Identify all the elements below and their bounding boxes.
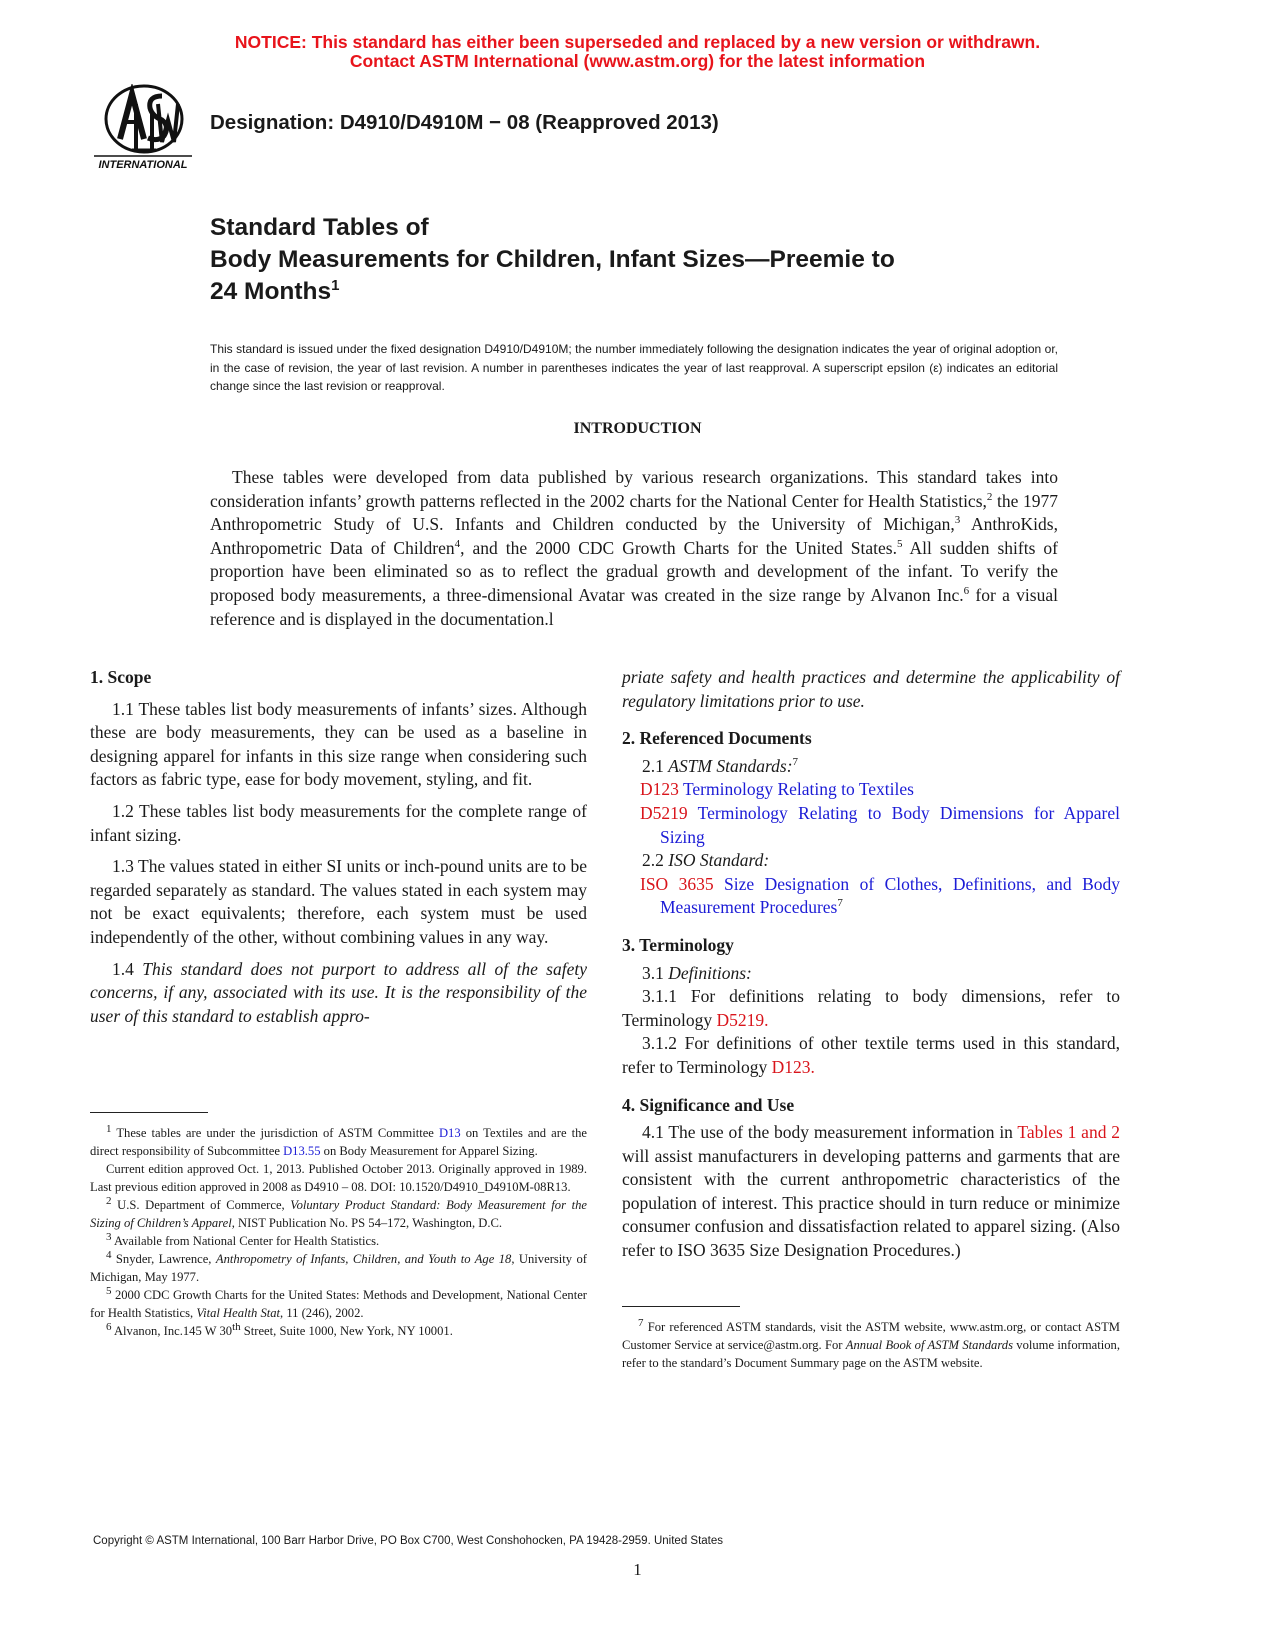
introduction-paragraph: These tables were developed from data published by various research organizations. This standard takes into consideration infants’ growth patterns reflected in the 2002 charts for the National Center for Health Statistics,$^2$ the 1977 Anthropometric Study of U.S. Infants and Children conducted by the University of Michigan,$^3$ AnthroKids, Anthropometric Data of Children$^4$, and the 2000 CDC Growth Charts for the United States.$^5$ All sudden shifts of proportion have been eliminated so as to reflect the gradual growth and development of the infant. To verify the proposed body measurements, a three-dimensional Avatar was created in the size range by Alvanon Inc.$^6$ for a visual reference and is displayed in the documentation.l — [210, 467, 1058, 629]
footnotes-right — [622, 1318, 1120, 1372]
paragraph-3-1-2: 3.1.2 For definitions of other textile terms used in this standard, refer to Terminology D123. — [622, 1033, 1120, 1077]
footnote-ref[interactable]: 6 — [963, 585, 970, 598]
page-title — [210, 212, 1110, 308]
paragraph-4-1: 4.1 The use of the body measurement information in Tables 1 and 2 will assist manufacturers in developing patterns and garments that are consistent with the current anthropometric characteristics of the population of interest. This practice should in turn reduce or minimize consumer confusion and dissatisfaction related to apparel sizing. (Also refer to ISO 3635 Size Designation Procedures.) — [622, 1122, 1120, 1261]
issued-note: This standard is issued under the fixed designation D4910/D4910M; the number immediately following the designation indicates the year of original adoption or, in the case of revision, the year of last revision. A number in parentheses indicates the year of last reapproval. A superscript epsilon (ε) indicates an editorial change since the last revision or reapproval. — [210, 342, 1058, 393]
title-line-2: Body Measurements for Children, Infant Sizes—Preemie to — [210, 246, 895, 273]
link-d5219-title[interactable]: Terminology Relating to Body Dimensions for Apparel Sizing — [660, 802, 1120, 847]
subsection-2-2: 2.2 ISO Standard: — [642, 850, 770, 871]
link-iso-3635[interactable]: ISO 3635 — [640, 873, 714, 894]
title-line-3: 24 Months$^1$ — [210, 276, 340, 305]
notice-line-2: Contact ASTM International (www.astm.org) for the latest information — [349, 51, 926, 71]
ref-d123 — [622, 778, 1120, 802]
svg-text:INTERNATIONAL: INTERNATIONAL — [98, 159, 188, 171]
astm-international-logo — [92, 84, 194, 176]
ref-iso-3635: ISO 3635 Size Designation of Clothes, Definitions, and Body Measurement Procedures$^7$ — [640, 873, 1120, 918]
footnote-ref[interactable]: 3 — [954, 514, 961, 527]
footnote-3: $^3$ Available from National Center for Health Statistics. — [106, 1230, 380, 1248]
title-line-1: Standard Tables of — [210, 214, 429, 241]
footnote-1: $^1$ These tables are under the jurisdiction of ASTM Committee D13 on Textiles and are the direct responsibility of Subcommittee D13.55 on Body Measurement for Apparel Sizing. — [90, 1122, 587, 1158]
footnote-ref[interactable]: 2 — [986, 490, 993, 503]
link-d5219[interactable]: D5219 — [640, 802, 688, 823]
paragraph-1-4-continued: priate safety and health practices and determine the applicability of regulatory limitations prior to use. — [622, 667, 1120, 711]
link-d5219[interactable]: D5219 — [716, 1009, 765, 1030]
right-column — [622, 666, 1120, 1263]
paragraph-1-2: 1.2 These tables list body measurements for the complete range of infant sizing. — [90, 800, 587, 845]
ref-d5219 — [622, 802, 1120, 849]
paragraph-1-4: 1.4 This standard does not purport to address all of the safety concerns, if any, associated with its use. It is the responsibility of the user of this standard to establish appro- — [90, 958, 587, 1026]
superseded-notice — [0, 33, 1275, 71]
introduction-heading: INTRODUCTION — [573, 420, 702, 437]
left-column — [90, 666, 587, 1028]
footnote-ref[interactable]: 5 — [896, 537, 903, 550]
footnote-1-edition: Current edition approved Oct. 1, 2013. Published October 2013. Originally approved in 1989. Last previous edition approved in 2008 as D4910 – 08. DOI: 10.1520/D4910_D4910M-08R13. — [90, 1162, 587, 1194]
section-heading-scope: 1. Scope — [90, 667, 152, 687]
section-heading-significance: 4. Significance and Use — [622, 1094, 795, 1115]
section-heading-referenced-documents: 2. Referenced Documents — [622, 728, 812, 749]
footnote-7: $^7$ For referenced ASTM standards, visit the ASTM website, www.astm.org, or contact ASTM Customer Service at service@astm.org. For Annual Book of ASTM Standards volume information, refer to the standard’s Document Summary page on the ASTM website. — [622, 1316, 1120, 1370]
section-heading-terminology: 3. Terminology — [622, 934, 734, 955]
footnote-ref[interactable]: 4 — [454, 537, 461, 550]
footnote-4: $^4$ Snyder, Lawrence, Anthropometry of Infants, Children, and Youth to Age 18, University of Michigan, May 1977. — [90, 1248, 587, 1284]
footnote-5: $^5$ 2000 CDC Growth Charts for the United States: Methods and Development, National Center for Health Statistics, Vital Health Stat, 11 (246), 2002. — [90, 1284, 587, 1320]
link-d123[interactable]: D123 — [771, 1056, 811, 1077]
paragraph-1-1: 1.1 These tables list body measurements of infants’ sizes. Although these are body measurements, they can be used as a baseline in designing apparel for infants in this size range when considering such factors as fabric type, ease for body movement, styling, and fit. — [90, 698, 587, 790]
copyright-notice: Copyright © ASTM International, 100 Barr Harbor Drive, PO Box C700, West Conshohocken, PA 19428-2959. United States — [93, 1535, 724, 1547]
title-footnote-ref[interactable]: 1 — [331, 276, 340, 294]
footnote-2: $^2$ U.S. Department of Commerce, Voluntary Product Standard: Body Measurement for the Sizing of Children’s Apparel, NIST Publication No. PS 54–172, Washington, D.C. — [90, 1194, 587, 1230]
footnote-6: $^6$ Alvanon, Inc.145 W 30th Street, Suite 1000, New York, NY 10001. — [106, 1320, 453, 1338]
link-tables-1-and-2[interactable]: Tables 1 and 2 — [1017, 1122, 1120, 1143]
paragraph-1-3: 1.3 The values stated in either SI units or inch-pound units are to be regarded separately as standard. The values stated in each system may not be exact equivalents; therefore, each system must be used independently of the other, without combining values in any way. — [90, 856, 587, 947]
subsection-2-1: 2.1 ASTM Standards:$^7$ — [642, 755, 799, 776]
link-d123-title[interactable]: Terminology Relating to Textiles — [678, 779, 914, 800]
footnotes-left — [90, 1124, 587, 1340]
footnote-divider — [622, 1306, 740, 1307]
paragraph-3-1-1: 3.1.1 For definitions relating to body dimensions, refer to Terminology D5219. — [622, 986, 1120, 1030]
footnote-divider — [90, 1112, 208, 1113]
subsection-3-1: 3.1 Definitions: — [642, 962, 752, 983]
link-d13[interactable]: D13 — [438, 1126, 461, 1140]
link-d123[interactable]: D123 — [640, 779, 679, 800]
link-d13-55[interactable]: D13.55 — [283, 1144, 321, 1158]
page-number: 1 — [633, 1560, 642, 1579]
designation: Designation: D4910/D4910M − 08 (Reapproved 2013) — [210, 111, 719, 134]
notice-line-1: NOTICE: This standard has either been superseded and replaced by a new version or withdrawn. — [234, 32, 1041, 52]
link-iso-3635-title[interactable]: Size Designation of Clothes, Definitions, and Body Measurement Procedures — [660, 873, 1120, 918]
